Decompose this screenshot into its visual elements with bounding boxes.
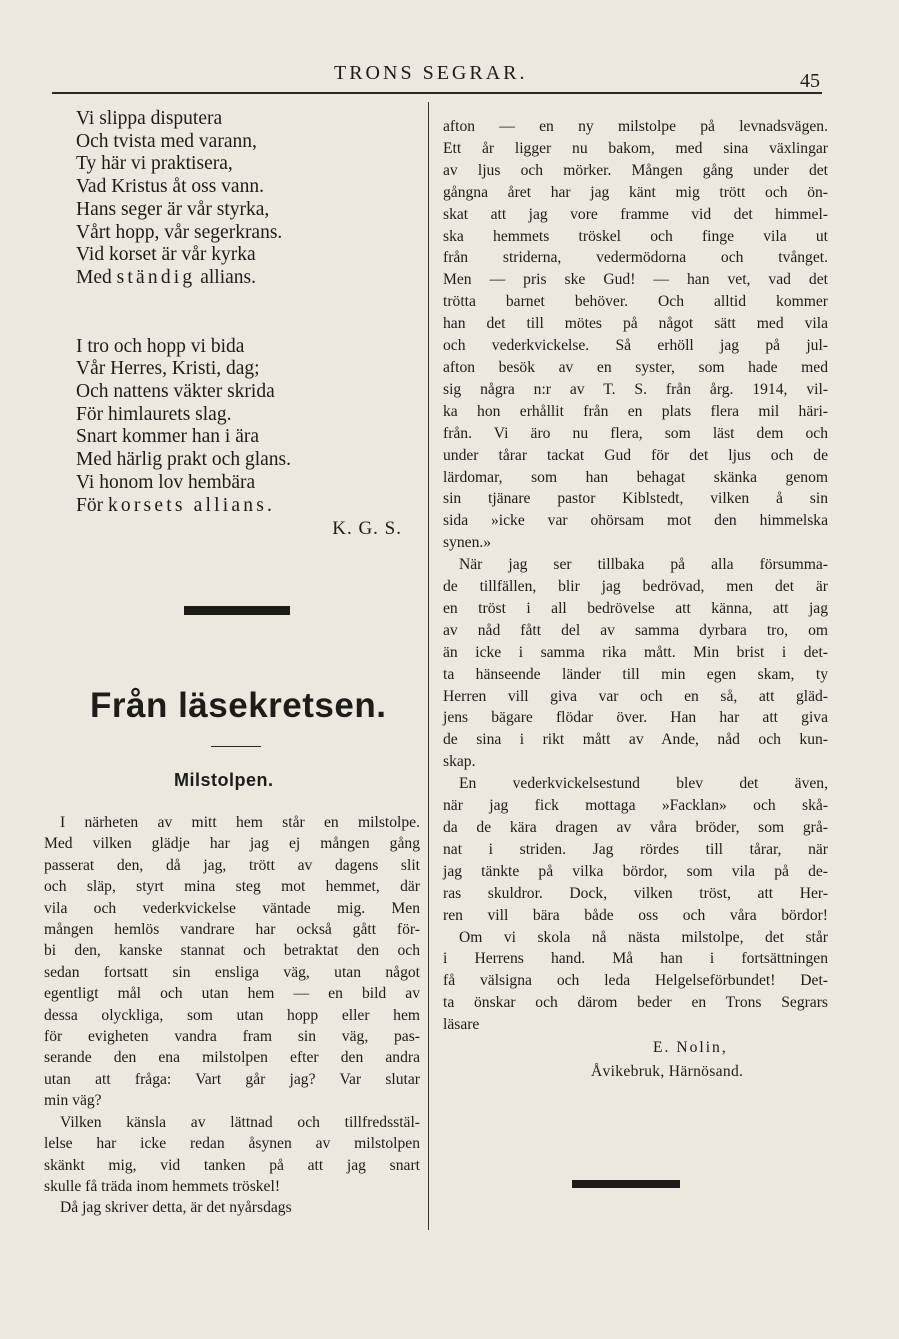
- paragraph-line: Vilken känsla av lättnad och tillfredsstäl-: [60, 1113, 420, 1131]
- paragraph-line: Med vilken glädje har jag ej mången gång: [44, 835, 420, 853]
- poem: [40, 108, 420, 540]
- stanza-gap: [40, 290, 420, 336]
- left-column: [40, 108, 420, 540]
- poem-line: Och tvista med varann,: [76, 130, 257, 152]
- poem-line: Och nattens väkter skrida: [76, 381, 275, 403]
- paragraph-line: skap.: [443, 753, 476, 771]
- article-body-left: [44, 812, 420, 1219]
- paragraph-line: få välsigna och leda Helgelseförbundet! Det-: [443, 972, 828, 990]
- paragraph-line: serande den ena milstolpen efter den andra: [44, 1049, 420, 1067]
- author-location: Åvikebruk, Härnösand.: [591, 1063, 744, 1081]
- author-signature: E. Nolin,: [653, 1039, 728, 1057]
- paragraph-line: När jag ser tillbaka på alla försumma-: [459, 556, 828, 574]
- paragraph-line: sig några n:r av T. S. från årg. 1914, vil-: [443, 380, 828, 398]
- paragraph-line: av ljus och mörker. Mången gång under det: [443, 161, 828, 179]
- paragraph-line: än icke i samma rika mått. Min brist i det-: [443, 643, 828, 661]
- paragraph-line: Men — pris ske Gud! — han vet, vad det: [443, 271, 828, 289]
- paragraph-line: av nåd fått del av samma dyrbara tro, om: [443, 621, 828, 639]
- paragraph-line: afton besök av en syster, som hade med: [443, 358, 828, 376]
- emphasized-word: ständig: [116, 266, 196, 288]
- paragraph-line: min väg?: [44, 1092, 102, 1110]
- poem-stanza-2: [40, 336, 420, 495]
- paragraph-line: passerat den, då jag, trött av dagens slit: [44, 856, 420, 874]
- paragraph-line: under tårar tackat Gud för det ljus och de: [443, 446, 828, 464]
- paragraph-line: afton — en ny milstolpe på levnadsvägen.: [443, 118, 828, 135]
- paragraph-line: vila och vederkvickelse väntade mig. Men: [44, 899, 420, 917]
- poem-line: Vid korset är vår kyrka: [76, 244, 256, 266]
- paragraph-line: ka hon erhållit från en plats flera mil häri-: [443, 402, 828, 420]
- paragraph-line: skulle få träda inom hemmets tröskel!: [44, 1177, 281, 1195]
- paragraph-line: jag tänkte på vilka bördor, som vila på de-: [443, 862, 828, 880]
- paragraph-line: gångna året har jag känt mig trött och ön-: [443, 183, 828, 201]
- paragraph-line: han det till mötes på något sätt med vila: [443, 315, 828, 333]
- poem-line: Vi slippa disputera: [76, 108, 223, 129]
- poem-line: Snart kommer han i ära: [76, 426, 260, 448]
- paragraph-line: Ett år ligger nu bakom, med sina växlingar: [443, 139, 828, 157]
- poem-signature: K. G. S.: [332, 518, 402, 540]
- paragraph-line: lärdomar, som han behagat skänka genom: [443, 468, 828, 486]
- paragraph-line: ska hemmets tröskel och finge vila ut: [443, 227, 828, 245]
- paragraph-line: egentligt mål och utan hem — en bild av: [44, 985, 420, 1003]
- paragraph-line: skat att jag vore framme vid det himmel-: [443, 205, 828, 223]
- poem-line: Vårt hopp, vår segerkrans.: [76, 221, 283, 243]
- poem-stanza-1: [40, 108, 420, 267]
- poem-line: Vi honom lov hembära: [76, 471, 256, 493]
- poem-line: Vad Kristus åt oss vann.: [76, 176, 264, 198]
- paragraph-line: i Herrens hand. Må han i fortsättningen: [443, 950, 828, 968]
- paragraph-line: sedan fortsatt sin ensliga väg, utan något: [44, 963, 420, 981]
- paragraph-line: de tillfällen, blir jag bedrövad, men det är: [443, 578, 828, 596]
- article-title: Milstolpen.: [174, 770, 274, 790]
- poem-line: Vår Herres, Kristi, dag;: [76, 358, 260, 380]
- paragraph-line: nat i striden. Jag rördes till tårar, när: [443, 840, 828, 858]
- article-body-right: [443, 116, 828, 1036]
- paragraph-line: från striderna, vedermödorna och tvånget.: [443, 249, 828, 267]
- paragraph-line: sida »icke var ohörsam mot den himmelska: [443, 512, 828, 530]
- paragraph-line: från. Vi äro nu flera, som läst dem och: [443, 424, 828, 442]
- section-divider-bar: [184, 606, 290, 615]
- paragraph-line: lelse har icke redan åsynen av milstolpen: [44, 1135, 420, 1153]
- paragraph-line: skänkt mig, vid tanken på att jag snart: [44, 1156, 420, 1174]
- paragraph-line: ta hänseende länder till min egen skam, ty: [443, 665, 828, 683]
- heading-underline: [211, 746, 261, 747]
- paragraph-line: Herren vill giva var och en så, att gläd-: [443, 687, 828, 705]
- paragraph-line: sin tjänare pastor Kiblstedt, vilken å sin: [443, 490, 828, 508]
- paragraph-line: synen.»: [443, 534, 492, 552]
- paragraph-line: ren vill bära både oss och våra bördor!: [443, 906, 828, 924]
- right-column: [443, 116, 828, 1084]
- paragraph-line: da de kära dragen av våra bröder, som grå-: [443, 819, 828, 836]
- running-header-title: TRONS SEGRAR.: [334, 62, 528, 84]
- paragraph-line: jens bägare flödar över. Han har att giva: [443, 709, 828, 727]
- paragraph-line: och vederkvickelse. Så erhöll jag på jul-: [443, 337, 828, 355]
- header-rule: [52, 92, 822, 94]
- poem-line: För himlaurets slag.: [76, 403, 232, 425]
- paragraph-line: och släp, styrt mina steg mot hemmet, där: [44, 878, 420, 896]
- section-heading: Från läsekretsen.: [90, 686, 387, 725]
- paragraph-line: Om vi skola nå nästa milstolpe, det står: [459, 928, 828, 946]
- paragraph-line: utan att fråga: Vart går jag? Var slutar: [44, 1070, 420, 1088]
- paragraph-line: En vederkvickelsestund blev det även,: [459, 775, 828, 793]
- paragraph-line: I närheten av mitt hem står en milstolpe.: [60, 814, 420, 831]
- page-number: 45: [800, 70, 820, 92]
- poem-line: I tro och hopp vi bida: [76, 335, 245, 357]
- paragraph-line: dessa olyckliga, som utan hopp eller hem: [44, 1006, 420, 1024]
- paragraph-line: mången hemlös vandrare har också gått för-: [44, 921, 420, 939]
- end-divider-bar: [572, 1180, 680, 1188]
- paragraph-line: när jag fick mottaga »Facklan» och skå-: [443, 797, 828, 815]
- poem-line: Med ständig allians.: [76, 266, 257, 288]
- paragraph-line: ta önskar och därom beder en Trons Segrars: [443, 994, 828, 1012]
- paragraph-line: läsare: [443, 1016, 480, 1034]
- poem-line: Med härlig prakt och glans.: [76, 449, 291, 471]
- paragraph-line: en tröst i all bedrövelse att känna, att jag: [443, 599, 828, 617]
- paragraph-line: ras skuldror. Dock, vilken tröst, att Her-: [443, 884, 828, 902]
- paragraph-line: bi den, kanske stannat och betraktat den och: [44, 942, 420, 960]
- paragraph-line: de sina i rikt mått av Ande, nåd och kun-: [443, 731, 828, 749]
- paragraph-line: trötta barnet behöver. Och alltid kommer: [443, 293, 828, 311]
- column-divider: [428, 102, 429, 1230]
- poem-line: Ty här vi praktisera,: [76, 153, 233, 175]
- paragraph-line: för evigheten vandra fram sin väg, pas-: [44, 1028, 420, 1046]
- emphasized-words: korsets allians.: [107, 494, 276, 516]
- paragraph-line: Då jag skriver detta, är det nyårsdags: [60, 1199, 292, 1217]
- poem-line: Hans seger är vår styrka,: [76, 198, 270, 220]
- poem-line: För korsets allians.: [76, 494, 276, 516]
